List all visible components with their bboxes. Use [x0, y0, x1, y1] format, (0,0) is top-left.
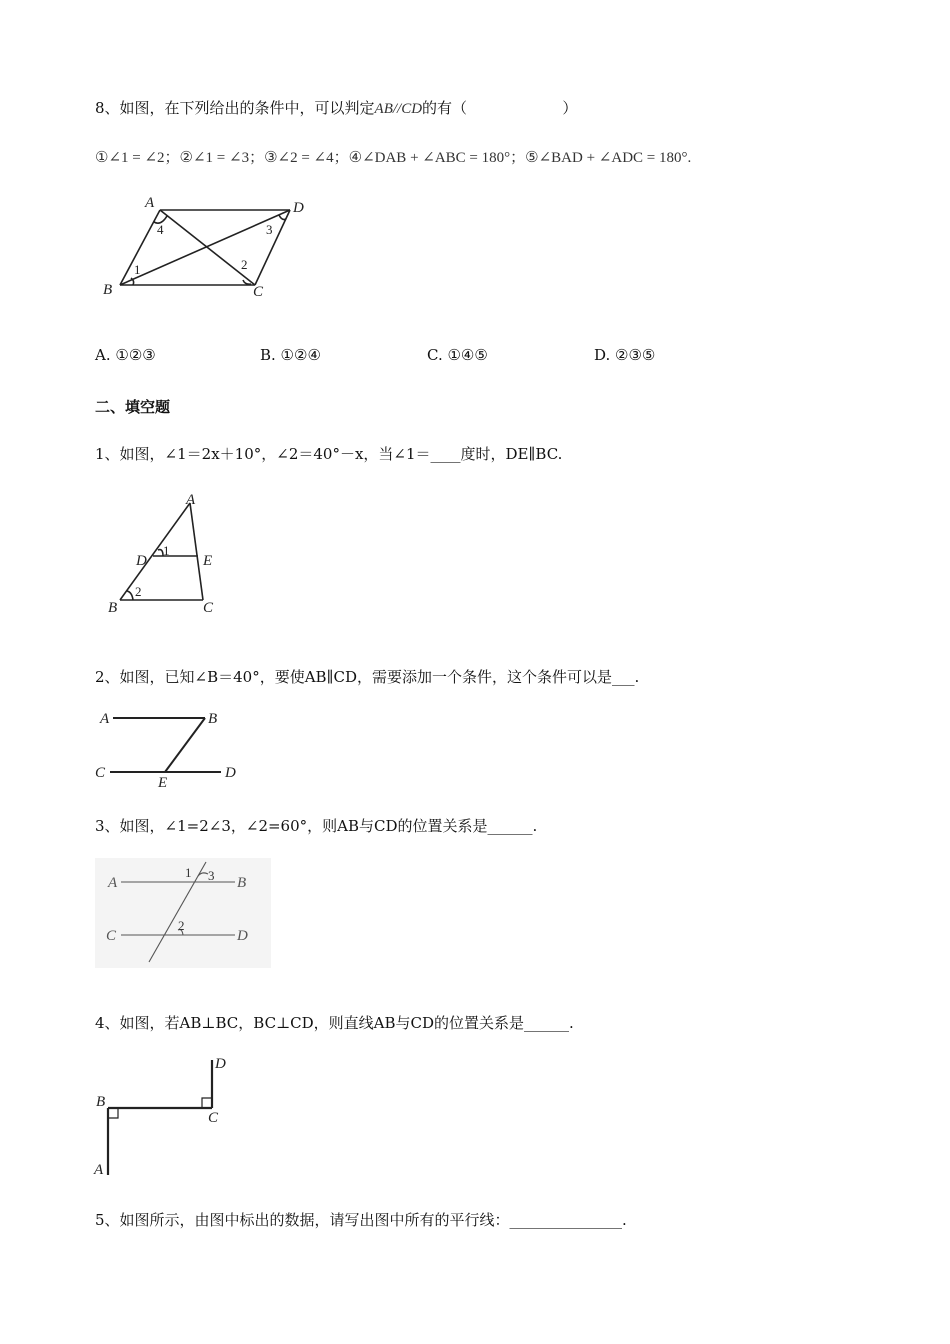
label-B: B — [108, 600, 118, 616]
fill-q2: 2、如图，已知∠B＝40°，要使AB∥CD，需要添加一个条件，这个条件可以是___. — [95, 668, 640, 686]
fill-q1: 1、如图，∠1＝2x＋10°，∠2＝40°－x，当∠1＝____度时，DE∥BC. — [95, 445, 563, 463]
choice-d[interactable]: D. ②③⑤ — [594, 346, 656, 364]
label-B: B — [96, 1094, 106, 1110]
fill-q5: 5、如图所示，由图中标出的数据，请写出图中所有的平行线：_______________. — [95, 1211, 627, 1229]
choice-c[interactable]: C. ①④⑤ — [427, 346, 488, 364]
label-A: A — [186, 492, 196, 508]
label-B: B — [237, 875, 247, 891]
angle-3: 3 — [208, 868, 215, 883]
angle-2: 2 — [178, 918, 185, 933]
label-C: C — [208, 1110, 219, 1126]
fill-q3-figure — [95, 858, 271, 968]
angle-1: 1 — [185, 865, 192, 880]
angle-1: 1 — [134, 262, 141, 277]
fill-q4-figure — [90, 1050, 240, 1180]
angle-2: 2 — [135, 584, 142, 599]
choice-a[interactable]: A. ①②③ — [95, 346, 156, 364]
label-E: E — [203, 553, 213, 569]
angle-4: 4 — [157, 222, 164, 237]
label-D: D — [136, 553, 147, 569]
q8-stem: 8、如图，在下列给出的条件中，可以判定AB//CD的有（ ） — [95, 99, 578, 117]
label-A: A — [94, 1162, 104, 1178]
fill-q4: 4、如图，若AB⊥BC，BC⊥CD，则直线AB与CD的位置关系是______. — [95, 1014, 574, 1032]
label-B: B — [103, 282, 113, 298]
angle-2: 2 — [241, 257, 248, 272]
label-D: D — [215, 1056, 226, 1072]
label-A: A — [108, 875, 118, 891]
angle-3: 3 — [266, 222, 273, 237]
q8-parallelogram-figure — [95, 190, 325, 300]
label-C: C — [106, 928, 117, 944]
label-B: B — [208, 711, 218, 727]
label-A: A — [145, 195, 155, 211]
label-C: C — [95, 765, 106, 781]
label-E: E — [158, 775, 168, 788]
angle-1: 1 — [163, 543, 170, 558]
label-A: A — [100, 711, 110, 727]
fill-q1-triangle-figure — [100, 488, 230, 618]
section-title: 二、填空题 — [95, 398, 171, 416]
label-D: D — [225, 765, 236, 781]
label-C: C — [203, 600, 214, 616]
choice-b[interactable]: B. ①②④ — [260, 346, 321, 364]
label-D: D — [237, 928, 248, 944]
label-C: C — [253, 284, 264, 300]
q8-stem-formula: AB//CD — [374, 101, 423, 117]
fill-q3: 3、如图，∠1=2∠3，∠2=60°，则AB与CD的位置关系是______. — [95, 817, 538, 835]
q8-conditions: ①∠1 = ∠2；②∠1 = ∠3；③∠2 = ∠4；④∠DAB + ∠ABC = 180°；⑤∠BAD + ∠ADC = 180°. — [95, 150, 692, 166]
fill-q2-figure — [95, 706, 245, 788]
label-D: D — [293, 200, 304, 216]
